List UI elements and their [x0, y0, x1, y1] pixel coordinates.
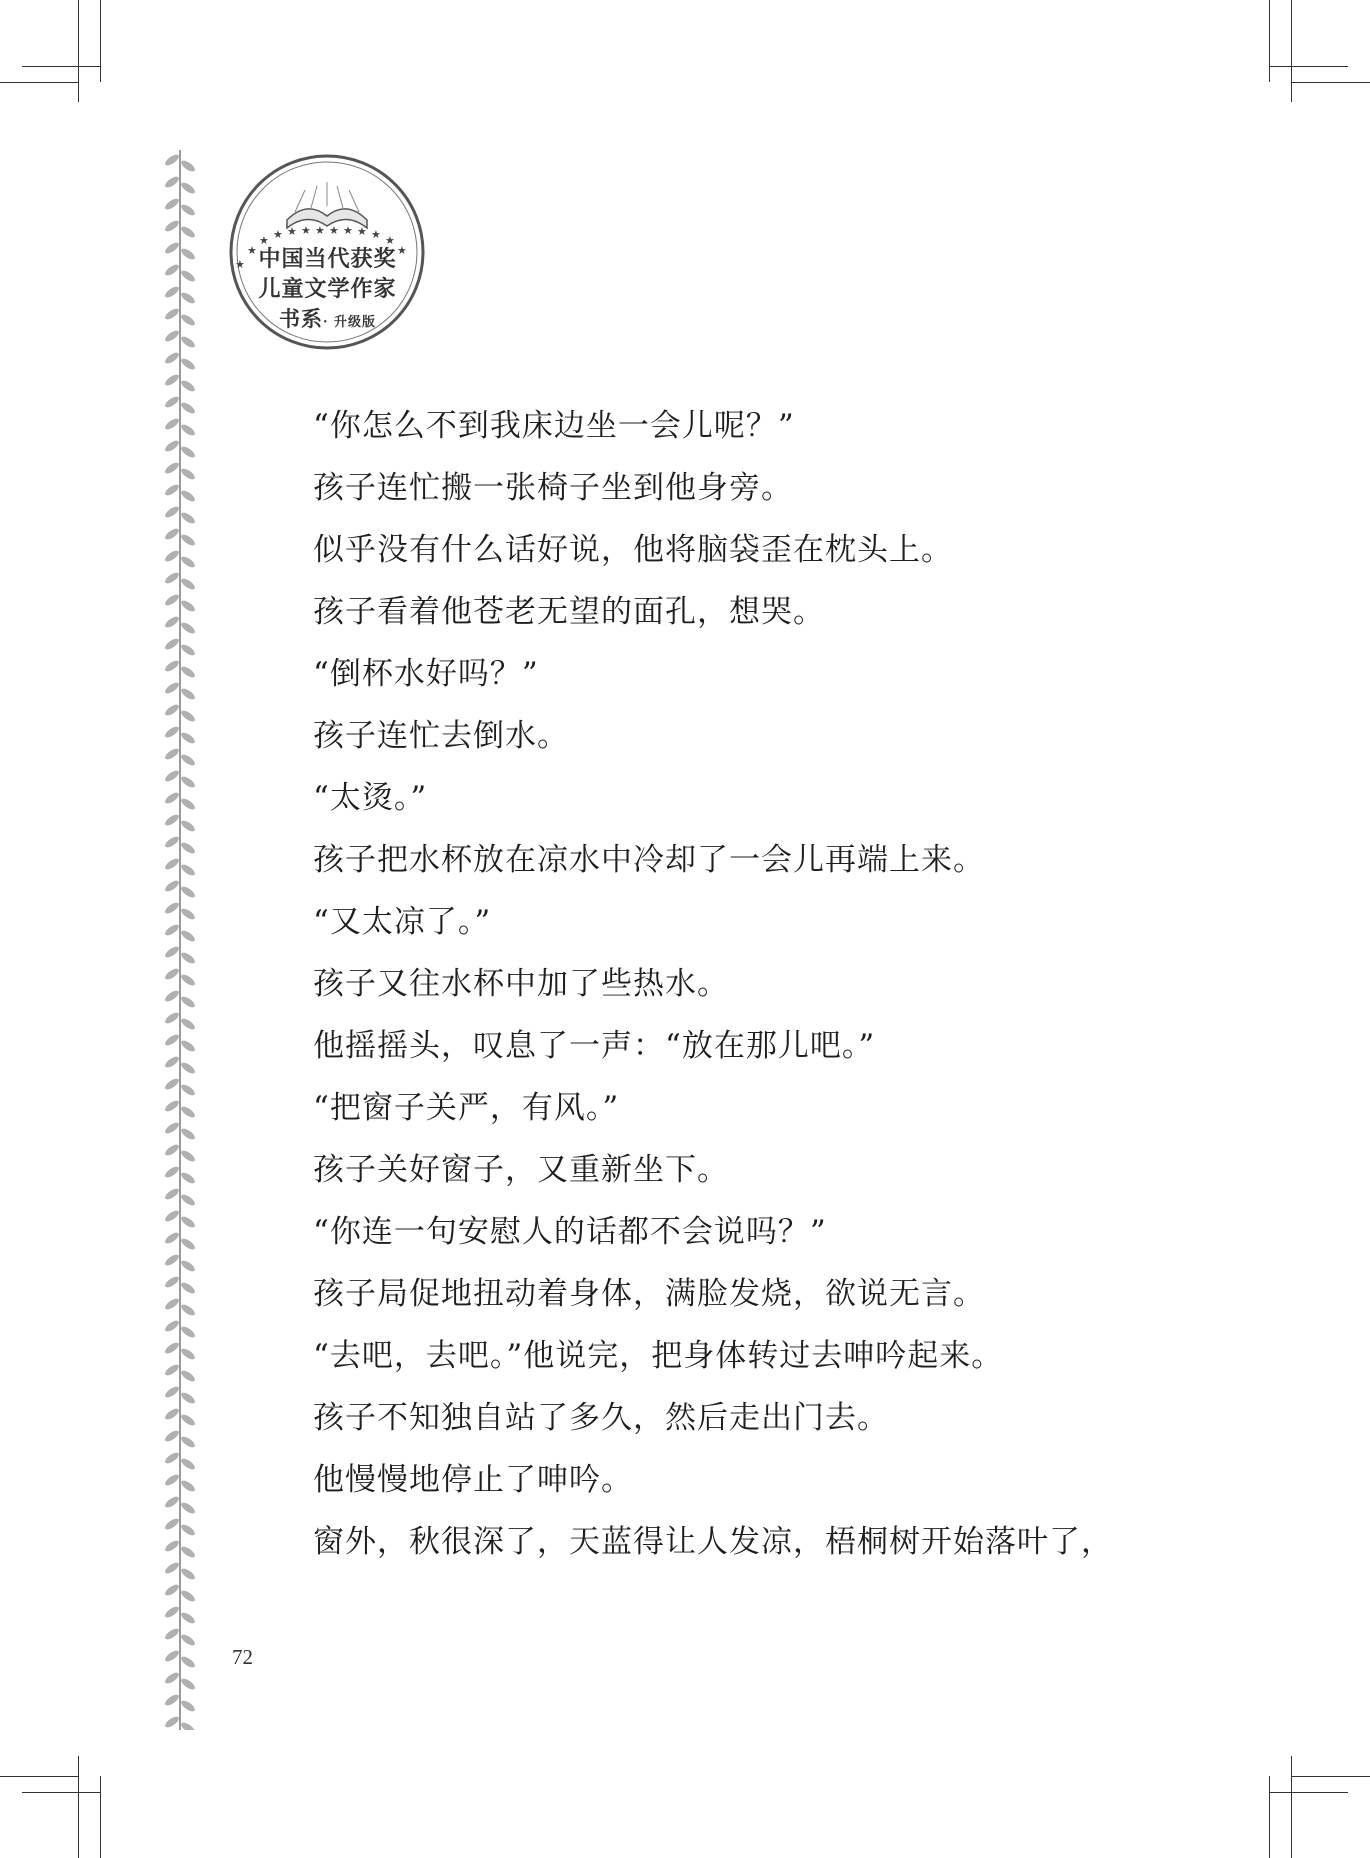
text-line: 孩子关好窗子，又重新坐下。	[313, 1152, 729, 1188]
text-line: “你怎么不到我床边坐一会儿呢？”	[313, 408, 795, 444]
svg-text:★: ★	[273, 228, 283, 241]
seal-line-1: 中国当代获奖	[258, 246, 397, 272]
text-line: “太烫。”	[313, 780, 428, 816]
text-line: 孩子局促地扭动着身体，满脸发烧，欲说无言。	[313, 1276, 985, 1312]
svg-text:★: ★	[329, 224, 339, 237]
seal-edition-label: · 升级版	[322, 315, 377, 330]
svg-text:★: ★	[385, 234, 395, 247]
text-line: “去吧，去吧。”他说完，把身体转过去呻吟起来。	[313, 1338, 1004, 1374]
text-line: “把窗子关严，有风。”	[313, 1090, 620, 1126]
open-book-icon	[287, 182, 367, 228]
text-line: “又太凉了。”	[313, 904, 492, 940]
seal-line-2: 儿童文学作家	[258, 276, 397, 302]
text-line: 孩子又往水杯中加了些热水。	[313, 966, 729, 1002]
seal-series-label: 书系	[278, 306, 323, 331]
page-number: 72	[232, 1645, 253, 1669]
svg-text:★: ★	[397, 244, 407, 257]
text-line: “你连一句安慰人的话都不会说吗？”	[313, 1214, 827, 1250]
svg-text:★: ★	[343, 224, 353, 237]
svg-text:★: ★	[371, 228, 381, 241]
text-line: 他慢慢地停止了呻吟。	[313, 1462, 633, 1498]
text-line: 孩子把水杯放在凉水中冷却了一会儿再端上来。	[313, 842, 985, 878]
svg-text:★: ★	[315, 224, 325, 237]
svg-text:★: ★	[247, 244, 257, 257]
svg-text:★: ★	[259, 234, 269, 247]
text-line: 孩子连忙去倒水。	[313, 718, 569, 754]
svg-text:★: ★	[287, 225, 297, 238]
svg-text:★: ★	[357, 225, 367, 238]
seal-line-3	[225, 303, 430, 333]
svg-text:★: ★	[235, 258, 245, 271]
text-line: 孩子不知独自站了多久，然后走出门去。	[313, 1400, 889, 1436]
body-text	[313, 395, 1273, 1573]
text-line: 他摇摇头，叹息了一声：“放在那儿吧。”	[313, 1028, 876, 1064]
text-line: 孩子连忙搬一张椅子坐到他身旁。	[313, 470, 793, 506]
svg-text:★: ★	[301, 224, 311, 237]
text-line: 孩子看着他苍老无望的面孔，想哭。	[313, 594, 825, 630]
vine-border-decoration	[160, 150, 200, 1730]
text-line: 似乎没有什么话好说，他将脑袋歪在枕头上。	[313, 532, 953, 568]
text-line: “倒杯水好吗？”	[313, 656, 539, 692]
text-line: 窗外，秋很深了，天蓝得让人发凉，梧桐树开始落叶了，	[313, 1524, 1113, 1560]
